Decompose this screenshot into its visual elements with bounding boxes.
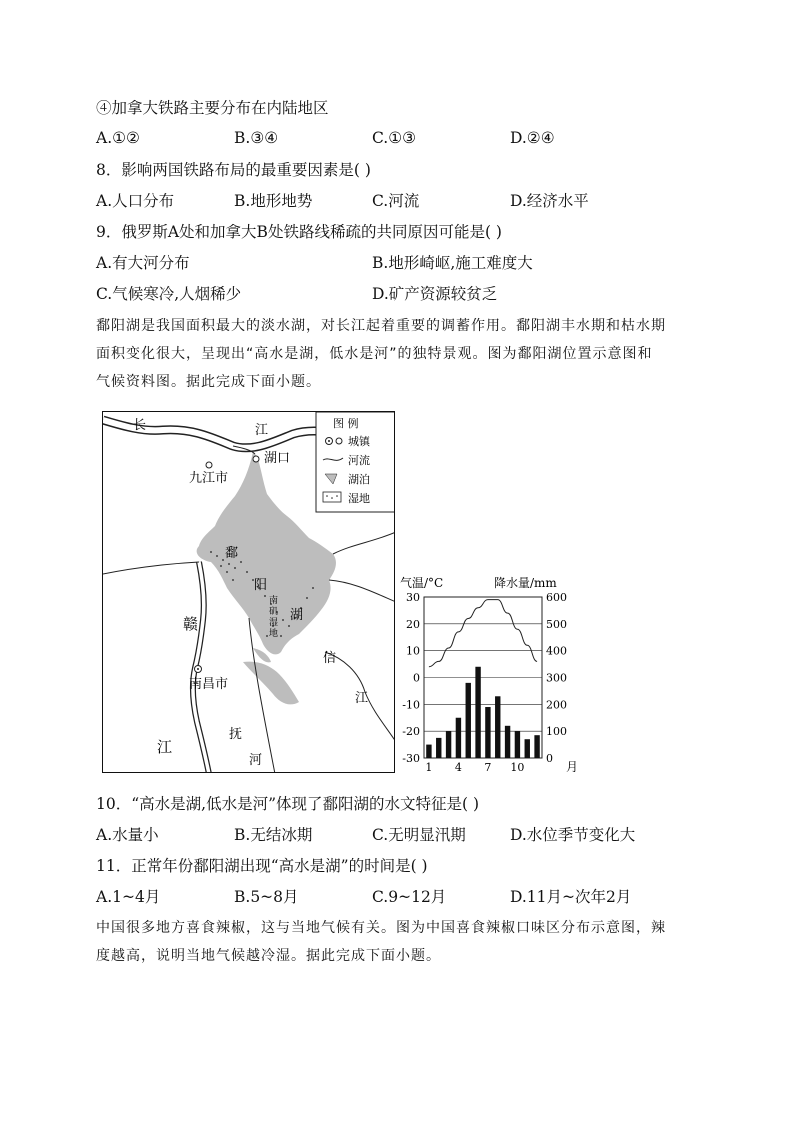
precipitation-bar: [495, 696, 500, 758]
precipitation-bar: [505, 726, 510, 758]
passage-poyang-line-1: 鄱阳湖是我国面积最大的淡水湖，对长江起着重要的调蓄作用。鄱阳湖丰水期和枯水期: [96, 318, 666, 334]
wetland-icon: [323, 492, 341, 502]
legend-town: 城镇: [348, 435, 370, 448]
temperature-tick-label: 20: [406, 617, 420, 631]
jiujiang-town-icon: [206, 462, 212, 468]
precipitation-bar: [485, 707, 490, 758]
q10-option-a: A.水量小: [96, 826, 159, 844]
precipitation-bar: [525, 739, 530, 758]
passage-chili: [96, 914, 700, 970]
label-chang: 长: [133, 418, 147, 433]
q10-option-c: C.无明显汛期: [372, 826, 466, 844]
climate-chart: [396, 572, 596, 777]
q9-option-a: A.有大河分布: [96, 254, 190, 272]
temperature-tick-label: 0: [413, 671, 420, 685]
label-nanchang: 南昌市: [189, 677, 229, 692]
label-jiang-top: 江: [255, 423, 269, 438]
q9-option-b: B.地形崎岖,施工难度大: [372, 254, 533, 272]
legend-lake: 湖泊: [348, 473, 370, 486]
temperature-axis-title: 气温/°C: [400, 576, 444, 590]
month-tick-label: 7: [484, 761, 492, 774]
q9-question: 9．俄罗斯A处和加拿大B处铁路线稀疏的共同原因可能是( ): [96, 223, 502, 241]
q7-option-c: C.①③: [372, 129, 417, 147]
q9-option-c: C.气候寒冷,人烟稀少: [96, 285, 242, 303]
q9-option-d: D.矿产资源较贫乏: [372, 285, 498, 303]
q7-option-b: B.③④: [234, 129, 279, 147]
q7-option-d: D.②④: [510, 129, 555, 147]
q8-option-b: B.地形地势: [234, 192, 313, 210]
q7-statement-4: ④加拿大铁路主要分布在内陆地区: [96, 99, 329, 117]
month-tick-label: 10: [510, 761, 525, 774]
label-jiang-left: 江: [157, 738, 173, 756]
label-jiujiang: 九江市: [189, 471, 229, 486]
passage-chili-line-1: 中国很多地方喜食辣椒，这与当地气候有关。图为中国喜食辣椒口味区分布示意图，辣: [96, 920, 666, 936]
label-nanji-1: 南: [269, 596, 279, 606]
month-tick-label: 4: [454, 761, 462, 774]
precipitation-bar: [515, 731, 520, 758]
q8-option-d: D.经济水平: [510, 192, 589, 210]
hukou-town-icon: [253, 456, 259, 462]
precipitation-axis-title: 降水量/mm: [494, 576, 557, 590]
q8-question: 8．影响两国铁路布局的最重要因素是( ): [96, 161, 371, 179]
label-gan: 赣: [183, 615, 199, 633]
precipitation-bar: [466, 683, 471, 758]
precipitation-tick-label: 400: [546, 644, 567, 658]
chart-grid: [424, 597, 542, 758]
temperature-curve: [429, 600, 537, 667]
q11-question: 11．正常年份鄱阳湖出现“高水是湖”的时间是( ): [96, 857, 428, 875]
precipitation-bar: [446, 731, 451, 758]
label-hu: 湖: [290, 608, 304, 623]
month-axis-label: 月: [566, 760, 579, 774]
q8-option-c: C.河流: [372, 192, 420, 210]
legend-river: 河流: [348, 454, 370, 467]
label-jiang-right: 江: [355, 691, 369, 706]
precipitation-bar: [436, 738, 441, 758]
climate-chart-svg: [396, 572, 596, 777]
passage-poyang-line-2: 面积变化很大，呈现出“高水是湖，低水是河”的独特景观。图为鄱阳湖位置示意图和: [96, 346, 653, 362]
q10-option-d: D.水位季节变化大: [510, 826, 636, 844]
precipitation-tick-label: 300: [546, 671, 567, 685]
temperature-tick-label: 10: [406, 644, 420, 658]
label-nanji-2: 矶: [269, 607, 279, 617]
q11-option-b: B.5~8月: [234, 888, 299, 906]
precipitation-tick-label: 500: [546, 617, 567, 631]
label-xin: 信: [323, 651, 337, 666]
month-tick-label: 1: [425, 761, 433, 774]
label-fu: 抚: [229, 727, 243, 742]
temperature-tick-label: -20: [402, 725, 420, 739]
precipitation-tick-label: 600: [546, 591, 567, 604]
precipitation-bar: [456, 718, 461, 758]
passage-poyang: [96, 312, 700, 396]
poyang-location-map: [102, 411, 395, 773]
label-nanji-4: 地: [269, 629, 279, 639]
precipitation-tick-label: 100: [546, 725, 567, 739]
precipitation-bar: [534, 735, 539, 758]
q11-option-d: D.11月~次年2月: [510, 888, 632, 906]
label-nanji-3: 湿: [269, 618, 279, 628]
passage-chili-line-2: 度越高，说明当地气候越冷湿。据此完成下面小题。: [96, 948, 441, 964]
passage-poyang-line-3: 气候资料图。据此完成下面小题。: [96, 374, 321, 390]
q11-option-c: C.9~12月: [372, 888, 447, 906]
q10-option-b: B.无结冰期: [234, 826, 313, 844]
label-hukou: 湖口: [264, 451, 291, 466]
temperature-tick-label: 30: [406, 591, 420, 604]
precipitation-bars: [426, 667, 540, 758]
q10-question: 10．“高水是湖,低水是河”体现了鄱阳湖的水文特征是( ): [96, 795, 480, 813]
precipitation-bar: [475, 667, 480, 758]
q8-option-a: A.人口分布: [96, 192, 175, 210]
precipitation-tick-label: 200: [546, 698, 567, 712]
map-svg: [103, 412, 395, 773]
precipitation-tick-label: 0: [546, 752, 553, 765]
label-yang: 阳: [254, 578, 268, 593]
label-he: 河: [249, 753, 263, 768]
q7-option-a: A.①②: [96, 129, 140, 147]
legend-wetland: 湿地: [348, 492, 370, 505]
temperature-tick-label: -10: [402, 698, 420, 712]
q11-option-a: A.1~4月: [96, 888, 161, 906]
precipitation-bar: [426, 745, 431, 758]
temperature-tick-label: -30: [402, 752, 420, 765]
label-po: 鄱: [225, 546, 239, 561]
legend-title: 图 例: [333, 417, 359, 430]
